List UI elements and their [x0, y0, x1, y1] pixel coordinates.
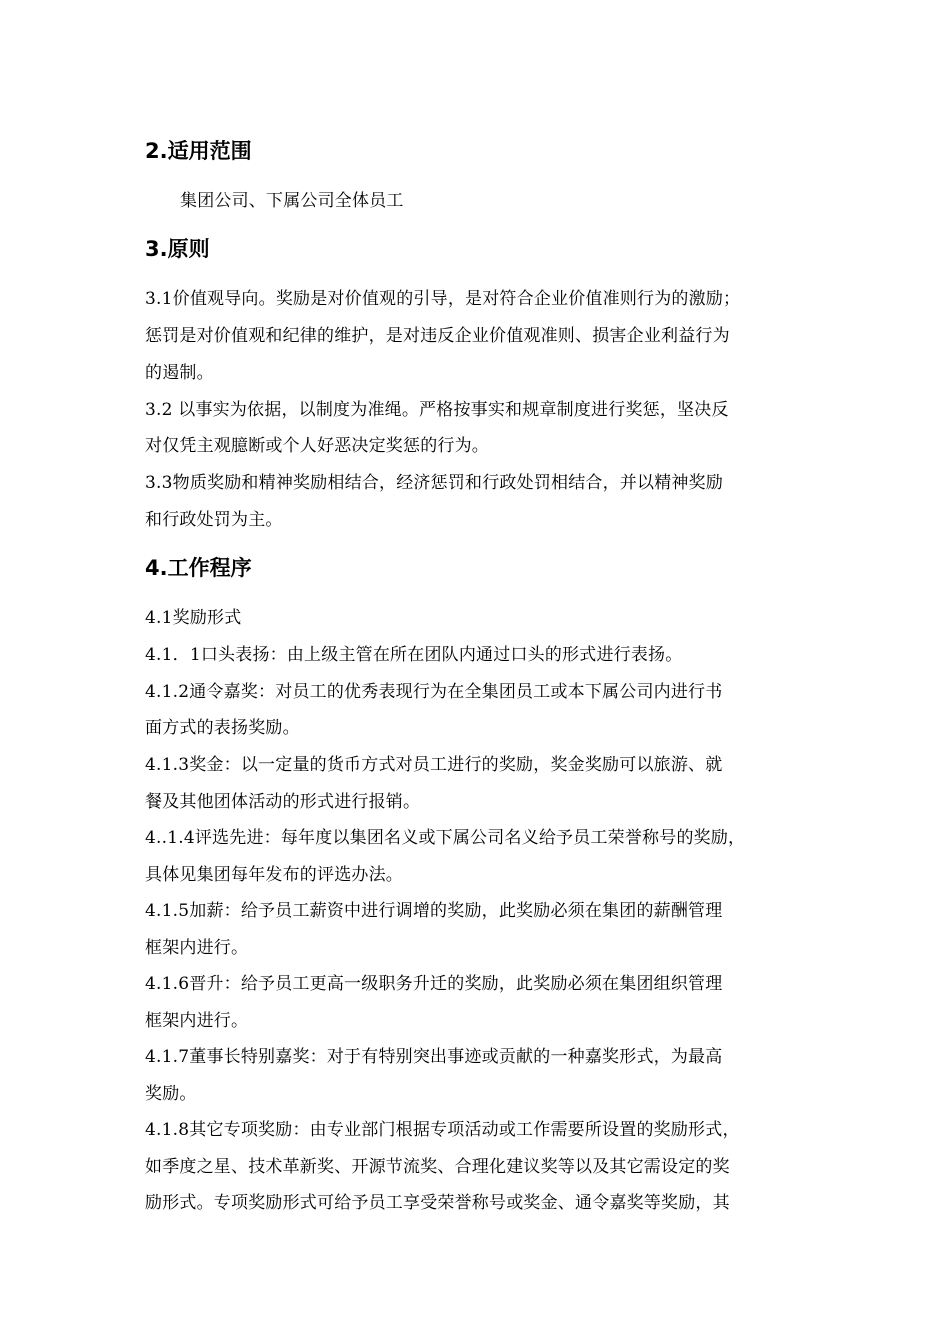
item-4-1: 4.1奖励形式 [145, 608, 242, 628]
item-4-1-5-line-2: 框架内进行。 [145, 938, 249, 958]
item-4-1-7-line-1: 4.1.7董事长特别嘉奖：对于有特别突出事迹或贡献的一种嘉奖形式，为最高 [145, 1047, 723, 1067]
heading-principles: 3.原则 [145, 237, 210, 261]
principle-3-2-line-1: 3.2 以事实为依据，以制度为准绳。严格按事实和规章制度进行奖惩，坚决反 [145, 400, 729, 420]
principle-3-3-line-2: 和行政处罚为主。 [145, 510, 283, 530]
item-4-1-7-line-2: 奖励。 [145, 1084, 197, 1104]
item-4-1-6-line-1: 4.1.6晋升：给予员工更高一级职务升迁的奖励，此奖励必须在集团组织管理 [145, 974, 723, 994]
scope-text: 集团公司、下属公司全体员工 [180, 191, 404, 211]
item-4-1-8-line-3: 励形式。专项奖励形式可给予员工享受荣誉称号或奖金、通令嘉奖等奖励，其 [145, 1193, 730, 1213]
item-4-1-3-line-2: 餐及其他团体活动的形式进行报销。 [145, 792, 421, 812]
item-4-1-8-line-1: 4.1.8其它专项奖励：由专业部门根据专项活动或工作需要所设置的奖励形式， [145, 1120, 740, 1140]
item-4-1-1: 4.1．1口头表扬：由上级主管在所在团队内通过口头的形式进行表扬。 [145, 645, 683, 665]
item-4-1-5-line-1: 4.1.5加薪：给予员工薪资中进行调增的奖励，此奖励必须在集团的薪酬管理 [145, 901, 723, 921]
item-4-1-3-line-1: 4.1.3奖金：以一定量的货币方式对员工进行的奖励，奖金奖励可以旅游、就 [145, 755, 723, 775]
item-4-1-4-line-2: 具体见集团每年发布的评选办法。 [145, 865, 403, 885]
principle-3-2-line-2: 对仅凭主观臆断或个人好恶决定奖惩的行为。 [145, 436, 489, 456]
principle-3-1-line-2: 惩罚是对价值观和纪律的维护，是对违反企业价值观准则、损害企业利益行为 [145, 326, 730, 346]
principle-3-3-line-1: 3.3物质奖励和精神奖励相结合，经济惩罚和行政处罚相结合，并以精神奖励 [145, 473, 724, 493]
item-4-1-4-line-1: 4..1.4评选先进：每年度以集团名义或下属公司名义给予员工荣誉称号的奖励， [145, 828, 746, 848]
heading-scope: 2.适用范围 [145, 139, 252, 163]
principle-3-1-line-1: 3.1价值观导向。奖励是对价值观的引导，是对符合企业价值准则行为的激励； [145, 289, 741, 309]
item-4-1-2-line-1: 4.1.2通令嘉奖：对员工的优秀表现行为在全集团员工或本下属公司内进行书 [145, 682, 723, 702]
heading-procedure: 4.工作程序 [145, 556, 252, 580]
principle-3-1-line-3: 的遏制。 [145, 363, 214, 383]
item-4-1-2-line-2: 面方式的表扬奖励。 [145, 718, 300, 738]
item-4-1-8-line-2: 如季度之星、技术革新奖、开源节流奖、合理化建议奖等以及其它需设定的奖 [145, 1157, 730, 1177]
item-4-1-6-line-2: 框架内进行。 [145, 1011, 249, 1031]
